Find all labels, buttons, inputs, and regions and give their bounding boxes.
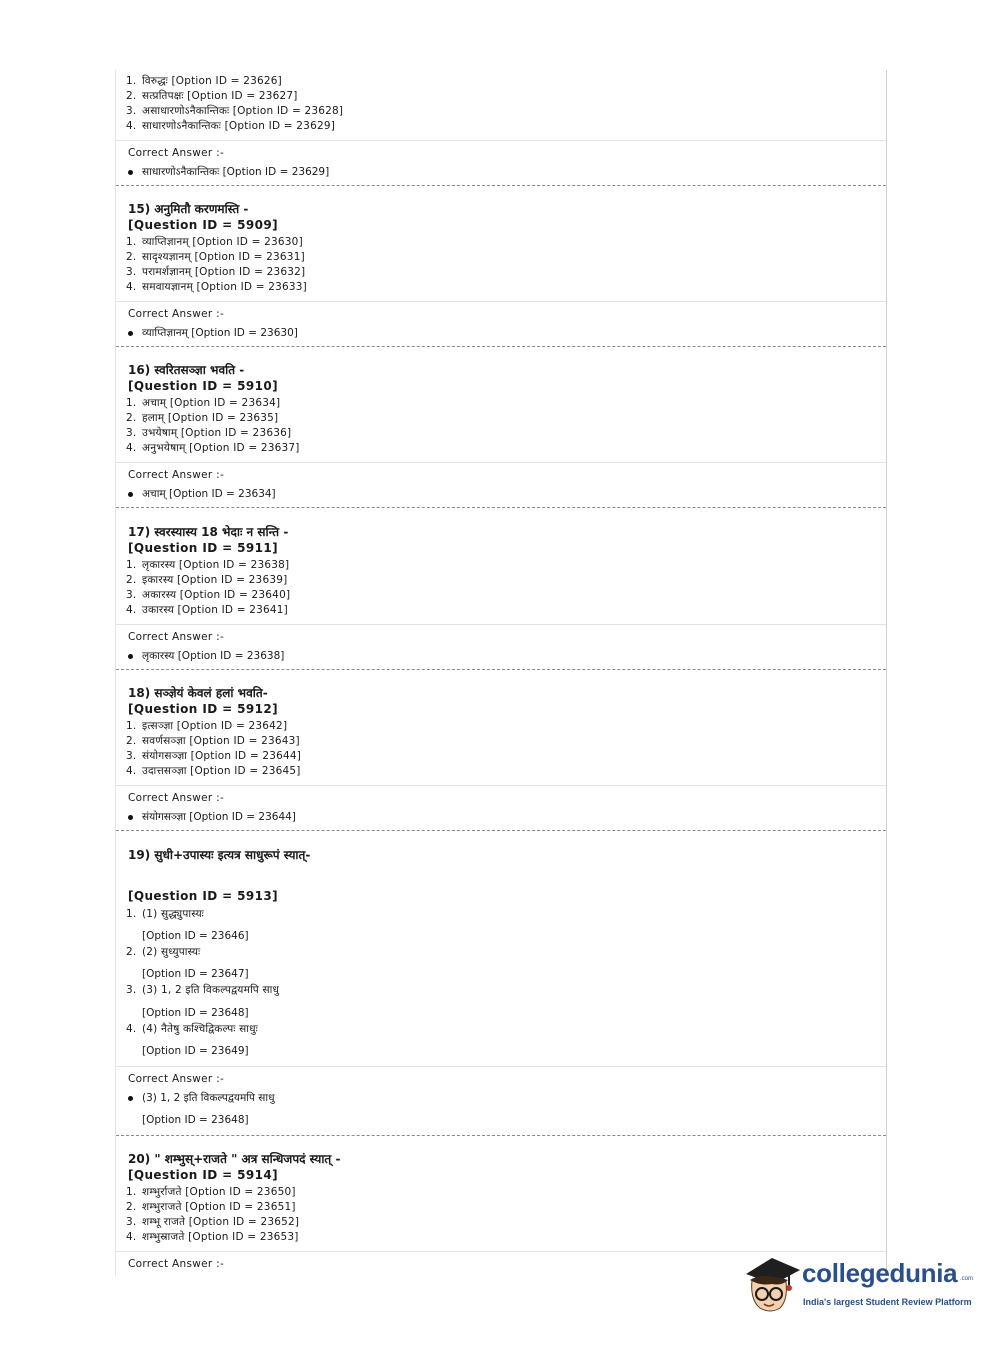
q17-option-4: 4. उकारस्य [Option ID = 23641] xyxy=(126,604,288,616)
q20-title: 20) " शम्भुस्+राजते " अत्र सन्धिजपदं स्यात् - xyxy=(128,1152,341,1166)
q19-option-2: 2. (2) सुध्युपास्यः xyxy=(126,946,201,958)
divider xyxy=(116,1066,886,1067)
q18-correct-answer: संयोगसञ्ज्ञा [Option ID = 23644] xyxy=(128,810,296,824)
q16-option-2: 2. हलाम् [Option ID = 23635] xyxy=(126,412,279,424)
q15-option-1: 1. व्याप्तिज्ञानम् [Option ID = 23630] xyxy=(126,236,303,248)
bullet-icon xyxy=(128,492,133,497)
q16-correct-answer: अचाम् [Option ID = 23634] xyxy=(128,487,276,501)
q14-correct-answer: साधारणोऽनैकान्तिकः [Option ID = 23629] xyxy=(128,165,329,179)
q19-correct-answer-id: [Option ID = 23648] xyxy=(142,1114,249,1126)
q14-option-2: 2. सत्प्रतिपक्षः [Option ID = 23627] xyxy=(126,90,298,102)
q19-option-4: 4. (4) नैतेषु कश्चिद्विकल्पः साधुः xyxy=(126,1023,258,1035)
divider xyxy=(116,462,886,463)
question-separator xyxy=(116,507,886,508)
q19-option-2-id: [Option ID = 23647] xyxy=(142,968,249,980)
q14-option-3: 3. असाधारणोऽनैकान्तिकः [Option ID = 23628] xyxy=(126,105,344,117)
collegedunia-logo xyxy=(742,1250,974,1320)
q16-option-3: 3. उभयेषाम् [Option ID = 23636] xyxy=(126,427,292,439)
q14-option-1: 1. विरुद्धः [Option ID = 23626] xyxy=(126,75,282,87)
q15-question-id: [Question ID = 5909] xyxy=(128,218,279,232)
bullet-icon xyxy=(128,170,133,175)
q17-option-3: 3. अकारस्य [Option ID = 23640] xyxy=(126,589,291,601)
graduate-mascot-icon xyxy=(742,1250,802,1320)
q18-option-2: 2. सवर्णसञ्ज्ञा [Option ID = 23643] xyxy=(126,735,300,747)
q19-option-1: 1. (1) सुद्ध्युपास्यः xyxy=(126,908,204,920)
logo-suffix: .com xyxy=(960,1276,974,1282)
bullet-icon xyxy=(128,331,133,336)
q20-option-1: 1. शम्भुर्राजते [Option ID = 23650] xyxy=(126,1186,296,1198)
question-separator xyxy=(116,1135,886,1136)
q18-title: 18) सञ्ज्ञेयं केवलं हलां भवति- xyxy=(128,686,268,700)
q15-option-4: 4. समवायज्ञानम् [Option ID = 23633] xyxy=(126,281,307,293)
q15-correct-label: Correct Answer :- xyxy=(128,308,225,320)
bullet-icon xyxy=(128,1096,133,1101)
q18-question-id: [Question ID = 5912] xyxy=(128,702,279,716)
q20-option-3: 3. शम्भू राजते [Option ID = 23652] xyxy=(126,1216,300,1228)
q15-correct-answer: व्याप्तिज्ञानम् [Option ID = 23630] xyxy=(128,326,298,340)
divider xyxy=(116,140,886,141)
q17-option-2: 2. इकारस्य [Option ID = 23639] xyxy=(126,574,288,586)
q19-option-3-id: [Option ID = 23648] xyxy=(142,1007,249,1019)
bullet-icon xyxy=(128,654,133,659)
q16-correct-label: Correct Answer :- xyxy=(128,469,225,481)
divider xyxy=(116,624,886,625)
q20-question-id: [Question ID = 5914] xyxy=(128,1168,279,1182)
q20-option-4: 4. शम्भुस्राजते [Option ID = 23653] xyxy=(126,1231,299,1243)
question-separator xyxy=(116,346,886,347)
q18-correct-label: Correct Answer :- xyxy=(128,792,225,804)
q19-option-4-id: [Option ID = 23649] xyxy=(142,1045,249,1057)
q17-correct-answer: लृकारस्य [Option ID = 23638] xyxy=(128,649,284,663)
q20-correct-label: Correct Answer :- xyxy=(128,1258,225,1270)
divider xyxy=(116,785,886,786)
q15-option-3: 3. परामर्शज्ञानम् [Option ID = 23632] xyxy=(126,266,306,278)
question-separator xyxy=(116,185,886,186)
q15-option-2: 2. सादृश्यज्ञानम् [Option ID = 23631] xyxy=(126,251,305,263)
q18-option-4: 4. उदात्तसञ्ज्ञा [Option ID = 23645] xyxy=(126,765,301,777)
q14-option-4: 4. साधारणोऽनैकान्तिकः [Option ID = 23629] xyxy=(126,120,336,132)
bullet-icon xyxy=(128,815,133,820)
q20-option-2: 2. शम्भुराजते [Option ID = 23651] xyxy=(126,1201,296,1213)
q19-title: 19) सुधी+उपास्यः इत्यत्र साधुरूपं स्यात्- xyxy=(128,848,311,862)
q16-title: 16) स्वरितसञ्ज्ञा भवति - xyxy=(128,363,245,377)
q19-correct-label: Correct Answer :- xyxy=(128,1073,225,1085)
q19-option-1-id: [Option ID = 23646] xyxy=(142,930,249,942)
q17-correct-label: Correct Answer :- xyxy=(128,631,225,643)
q17-option-1: 1. लृकारस्य [Option ID = 23638] xyxy=(126,559,290,571)
q16-question-id: [Question ID = 5910] xyxy=(128,379,279,393)
q14-correct-label: Correct Answer :- xyxy=(128,147,225,159)
question-separator xyxy=(116,669,886,670)
divider xyxy=(116,301,886,302)
q19-question-id: [Question ID = 5913] xyxy=(128,889,279,903)
logo-wordmark: collegedunia xyxy=(802,1258,958,1288)
q16-option-1: 1. अचाम् [Option ID = 23634] xyxy=(126,397,281,409)
q16-option-4: 4. अनुभयेषाम् [Option ID = 23637] xyxy=(126,442,300,454)
q15-title: 15) अनुमितौ करणमस्ति - xyxy=(128,202,249,216)
q18-option-1: 1. इत्सञ्ज्ञा [Option ID = 23642] xyxy=(126,720,288,732)
question-separator xyxy=(116,830,886,831)
q17-title: 17) स्वरस्यास्य 18 भेदाः न सन्ति - xyxy=(128,525,289,539)
q19-option-3: 3. (3) 1, 2 इति विकल्पद्वयमपि साधु xyxy=(126,984,280,996)
q17-question-id: [Question ID = 5911] xyxy=(128,541,279,555)
q18-option-3: 3. संयोगसञ्ज्ञा [Option ID = 23644] xyxy=(126,750,302,762)
logo-tagline: India's largest Student Review Platform xyxy=(803,1297,972,1307)
q19-correct-answer: (3) 1, 2 इति विकल्पद्वयमपि साधु xyxy=(128,1091,275,1105)
question-paper-page xyxy=(115,70,887,1276)
